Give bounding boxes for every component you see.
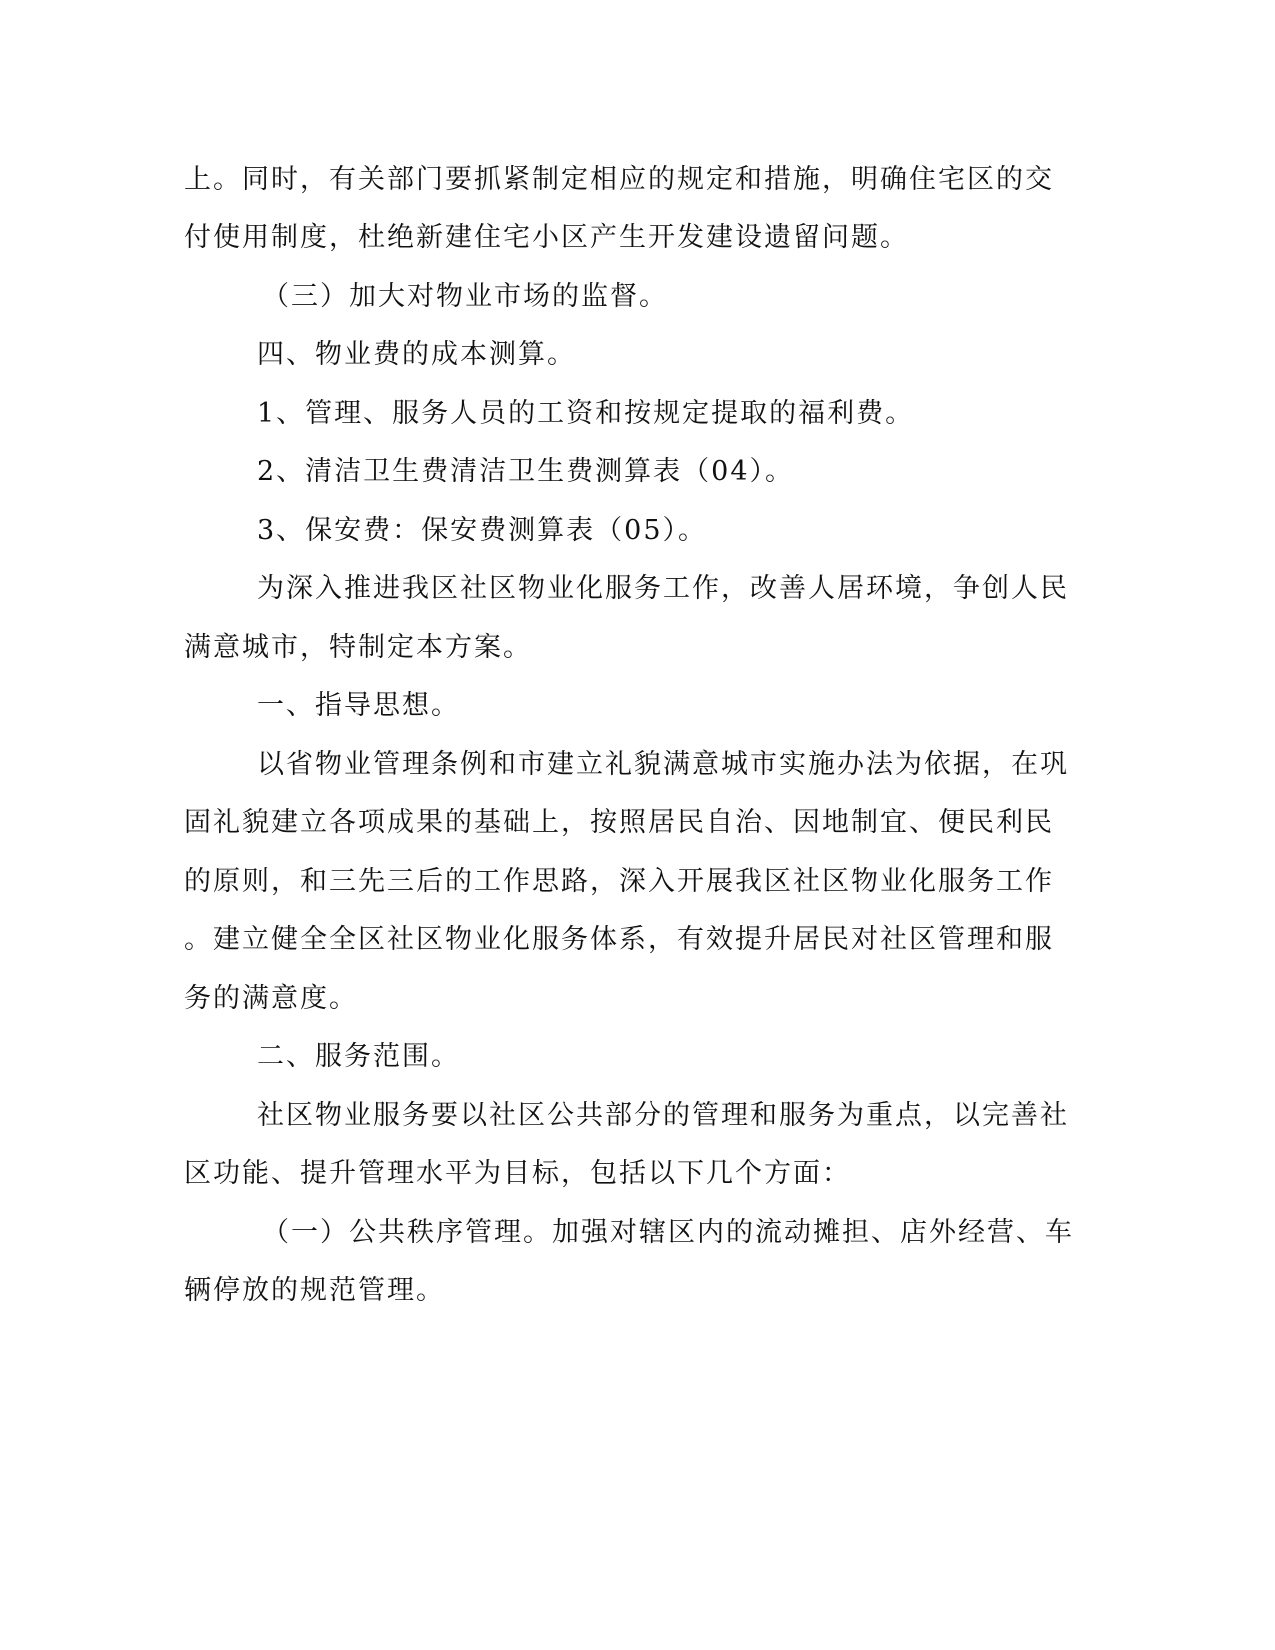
section-heading-1: 一、指导思想。	[257, 690, 460, 721]
text-line: 满意城市，特制定本方案。	[184, 632, 532, 663]
text-line: 固礼貌建立各项成果的基础上，按照居民自治、因地制宜、便民利民	[184, 807, 1054, 838]
text-line: 务的满意度。	[184, 983, 358, 1014]
list-item: 1、管理、服务人员的工资和按规定提取的福利费。	[257, 398, 915, 429]
text-line: 的原则，和三先三后的工作思路，深入开展我区社区物业化服务工作	[184, 866, 1054, 897]
section-heading-3: （三）加大对物业市场的监督。	[262, 281, 668, 312]
list-item: 2、清洁卫生费清洁卫生费测算表（04）。	[257, 456, 795, 487]
text-line: 区功能、提升管理水平为目标，包括以下几个方面：	[184, 1158, 851, 1189]
text-line: 以省物业管理条例和市建立礼貌满意城市实施办法为依据，在巩	[257, 749, 1069, 780]
list-item: 3、保安费：保安费测算表（05）。	[257, 515, 708, 546]
text-line: 辆停放的规范管理。	[184, 1275, 445, 1306]
text-line: 社区物业服务要以社区公共部分的管理和服务为重点，以完善社	[257, 1100, 1069, 1131]
text-line: （一）公共秩序管理。加强对辖区内的流动摊担、店外经营、车	[262, 1217, 1074, 1248]
section-heading-4: 四、物业费的成本测算。	[257, 339, 576, 370]
text-line: 。建立健全全区社区物业化服务体系，有效提升居民对社区管理和服	[184, 924, 1054, 955]
text-line: 为深入推进我区社区物业化服务工作，改善人居环境，争创人民	[257, 573, 1069, 604]
text-line: 付使用制度，杜绝新建住宅小区产生开发建设遗留问题。	[184, 222, 909, 253]
section-heading-2: 二、服务范围。	[257, 1041, 460, 1072]
text-line: 上。同时，有关部门要抓紧制定相应的规定和措施，明确住宅区的交	[184, 164, 1054, 195]
